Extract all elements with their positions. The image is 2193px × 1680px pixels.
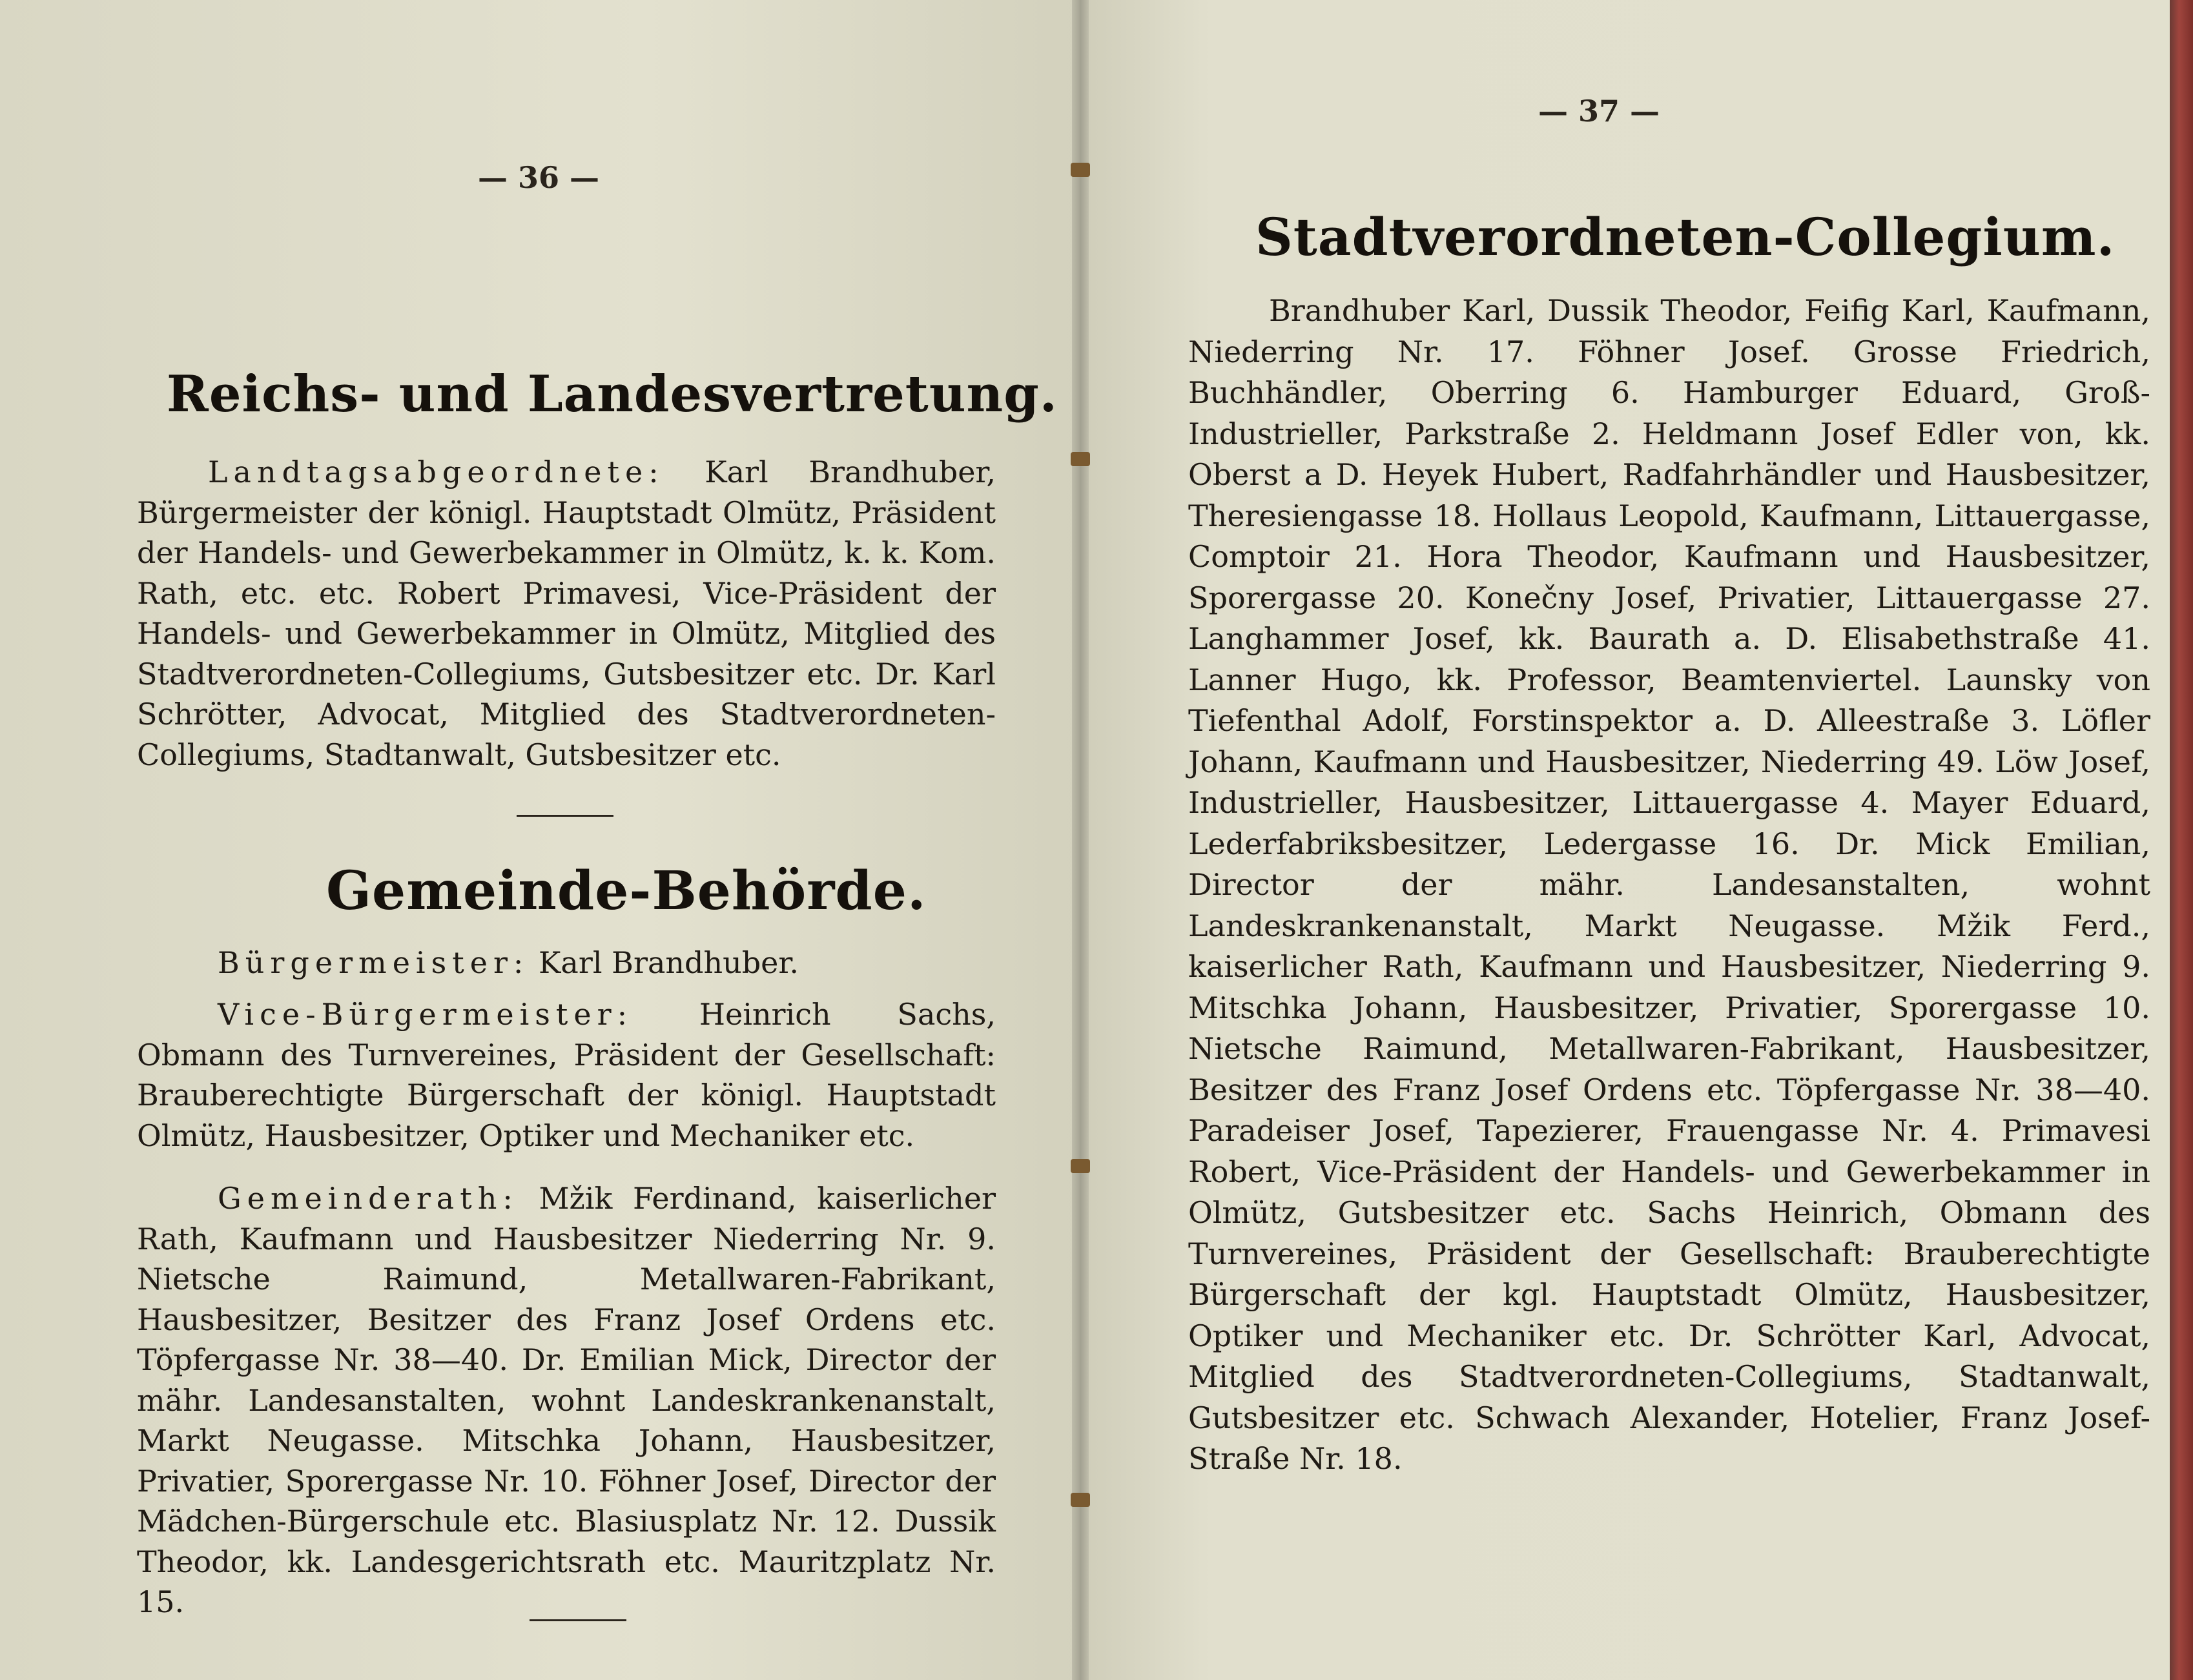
binding-stitch (1071, 163, 1090, 177)
right-page (1080, 0, 2170, 1680)
book-cover-edge (2170, 0, 2193, 1680)
text-buergermeister: Karl Brandhuber. (529, 945, 799, 980)
label-gemeinderath: Gemeinderath: (218, 1181, 519, 1216)
page-number-left: — 36 — (478, 160, 600, 195)
text-vice-buergermeister: Heinrich Sachs, Obmann des Turnvereines, Präsident der Gesellschaft: Brauberechtigte Bürgerschaft der königl. Hauptstadt Olmütz, Hausbesitzer, Optiker und Mechaniker etc. (137, 997, 996, 1153)
paragraph-collegium: Brandhuber Karl, Dussik Theodor, Feifig Karl, Kaufmann, Niederring Nr. 17. Föhner Josef. Grosse Friedrich, Buchhändler, Oberring 6. Hamburger Eduard, Groß-Industrieller, Parkstraße 2. Heldmann Josef Edler von, kk. Oberst a D. Heyek Hubert, Radfahrhändler und Hausbesitzer, Theresiengasse 18. Hollaus Leopold, Kaufmann, Littauergasse, Comptoir 21. Hora Theodor, Kaufmann und Hausbesitzer, Sporergasse 20. Konečny Josef, Privatier, Littauergasse 27. Langhammer Josef, kk. Baurath a. D. Elisabethstraße 41. Lanner Hugo, kk. Professor, Beamtenviertel. Launsky von Tiefenthal Adolf, Forstinspektor a. D. Alleestraße 3. Löfler Johann, Kaufmann und Hausbesitzer, Niederring 49. Löw Josef, Industrieller, Hausbesitzer, Littauergasse 4. Mayer Eduard, Lederfabriksbesitzer, Ledergasse 16. Dr. Mick Emilian, Director der mähr. Landesanstalten, wohnt Landeskrankenanstalt, Markt Neugasse. Mžik Ferd., kaiserlicher Rath, Kaufmann und Hausbesitzer, Niederring 9. Mitschka Johann, Hausbesitzer, Privatier, Sporergasse 10. Nietsche Raimund, Metallwaren-Fabrikant, Hausbesitzer, Besitzer des Franz Josef Ordens etc. Töpfergasse Nr. 38—40. Paradeiser Josef, Tapezierer, Frauengasse Nr. 4. Primavesi Robert, Vice-Präsident der Handels- und Gewerbekammer in Olmütz, Gutsbesitzer etc. Sachs Heinrich, Obmann des Turnvereines, Präsident der Gesellschaft: Brauberechtigte Bürgerschaft der kgl. Hauptstadt Olmütz, Hausbesitzer, Optiker und Mechaniker etc. Dr. Schrötter Karl, Advocat, Mitglied des Stadtverordneten-Collegiums, Stadtanwalt, Gutsbesitzer etc. Schwach Alexander, Hotelier, Franz Josef-Straße Nr. 18. (1188, 293, 2150, 1476)
text-landtagsabgeordnete: Karl Brandhuber, Bürgermeister der königl. Hauptstadt Olmütz, Präsident der Handels- und Gewerbekammer in Olmütz, k. k. Kom. Rath, etc. etc. Robert Primavesi, Vice-Präsident der Handels- und Gewerbekammer in Olmütz, Mitglied des Stadtverordneten-Collegiums, Gutsbesitzer etc. Dr. Karl Schrötter, Advocat, Mitglied des Stadtverordneten-Collegiums, Stadtanwalt, Gutsbesitzer etc. (137, 455, 996, 772)
section-heading-stadtverordneten: Stadtverordneten-Collegium. (1255, 207, 2116, 267)
paragraph-landtag (137, 452, 996, 775)
binding-stitch (1071, 452, 1090, 466)
left-page (0, 0, 1080, 1680)
paragraph-buergermeister (137, 943, 996, 983)
binding-stitch (1071, 1159, 1090, 1173)
label-buergermeister: Bürgermeister: (218, 945, 530, 980)
divider-rule-bottom (530, 1619, 626, 1621)
divider-rule (517, 815, 613, 817)
book-gutter (1072, 0, 1089, 1680)
section-heading-gemeinde: Gemeinde-Behörde. (326, 860, 927, 922)
paragraph-vice-buergermeister (137, 994, 996, 1156)
page-number-right: — 37 — (1538, 94, 1660, 128)
binding-stitch (1071, 1493, 1090, 1507)
label-vice-buergermeister: Vice-Bürgermeister: (218, 997, 633, 1032)
label-landtagsabgeordnete: Landtagsabgeordnete: (208, 455, 664, 489)
paragraph-gemeinderath (137, 1178, 996, 1623)
section-heading-reichs: Reichs- und Landesvertretung. (167, 365, 1058, 424)
text-gemeinderath: Mžik Ferdinand, kaiserlicher Rath, Kaufmann und Hausbesitzer Niederring Nr. 9. Nietsche Raimund, Metallwaren-Fabrikant, Hausbesitzer, Besitzer des Franz Josef Ordens etc. Töpfergasse Nr. 38—40. Dr. Emilian Mick, Director der mähr. Landesanstalten, wohnt Landeskrankenanstalt, Markt Neugasse. Mitschka Johann, Hausbesitzer, Privatier, Sporergasse Nr. 10. Föhner Josef, Director der Mädchen-Bürgerschule etc. Blasiusplatz Nr. 12. Dussik Theodor, kk. Landesgerichtsrath etc. Mauritzplatz Nr. 15. (137, 1181, 996, 1619)
